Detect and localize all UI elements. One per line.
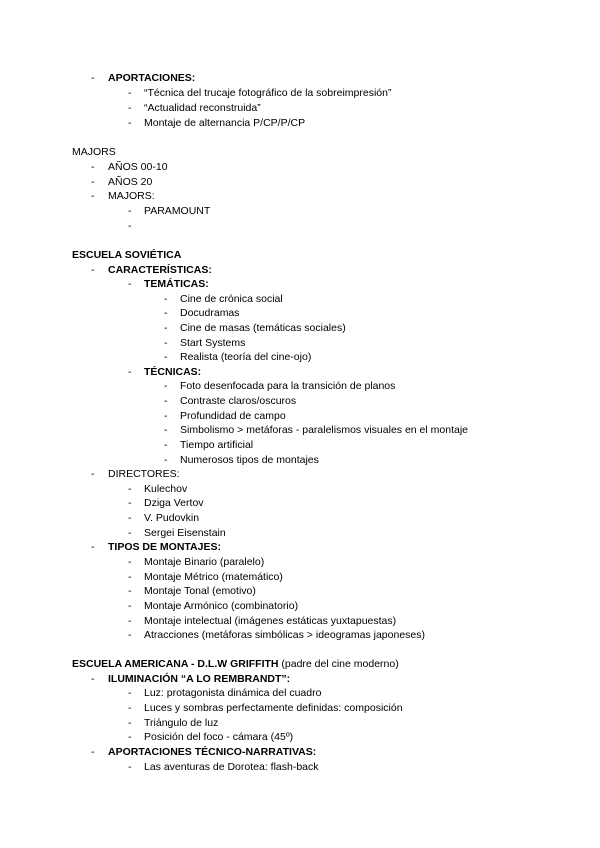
- bullet-dash: -: [128, 205, 132, 217]
- list-item: V. Pudovkin: [144, 512, 200, 524]
- section-label-directores: DIRECTORES:: [108, 468, 180, 480]
- list-item: Dziga Vertov: [144, 497, 204, 509]
- bullet-dash: -: [164, 424, 168, 436]
- bullet-dash: -: [91, 746, 95, 758]
- list-item: Sergei Eisenstain: [144, 527, 226, 539]
- section-label-tecnicas: TÉCNICAS:: [144, 366, 202, 378]
- list-item: AÑOS 00-10: [108, 161, 168, 173]
- bullet-dash: -: [128, 556, 132, 568]
- bullet-dash: -: [91, 72, 95, 84]
- bullet-dash: -: [164, 337, 168, 349]
- list-item: Luces y sombras perfectamente definidas: composición: [144, 702, 403, 714]
- bullet-dash: -: [128, 629, 132, 641]
- bullet-dash: -: [91, 468, 95, 480]
- section-heading-majors: MAJORS: [72, 146, 116, 158]
- bullet-dash: -: [91, 176, 95, 188]
- bullet-dash: -: [128, 600, 132, 612]
- list-item: AÑOS 20: [108, 176, 153, 188]
- bullet-dash: -: [128, 278, 132, 290]
- bullet-dash: -: [128, 585, 132, 597]
- list-item: Foto desenfocada para la transición de planos: [180, 380, 396, 392]
- list-item: Posición del foco - cámara (45º): [144, 731, 294, 743]
- bullet-dash: -: [128, 615, 132, 627]
- list-item: Contraste claros/oscuros: [180, 395, 297, 407]
- section-label-caracteristicas: CARACTERÍSTICAS:: [108, 264, 212, 276]
- list-item: Luz: protagonista dinámica del cuadro: [144, 687, 322, 699]
- list-item: Montaje Armónico (combinatorio): [144, 600, 299, 612]
- heading-bold-part: ESCUELA AMERICANA - D.L.W GRIFFITH: [72, 658, 279, 670]
- bullet-dash: -: [128, 571, 132, 583]
- bullet-dash: -: [128, 87, 132, 99]
- list-item: Montaje Binario (paralelo): [144, 556, 265, 568]
- list-item: “Técnica del trucaje fotográfico de la sobreimpresión”: [144, 87, 392, 99]
- bullet-dash: -: [91, 673, 95, 685]
- list-item: Tiempo artificial: [180, 439, 254, 451]
- bullet-dash: -: [164, 307, 168, 319]
- bullet-dash: -: [164, 380, 168, 392]
- bullet-dash: -: [128, 117, 132, 129]
- list-item: Kulechov: [144, 483, 188, 495]
- list-item: Montaje Métrico (matemático): [144, 571, 283, 583]
- section-label-tipos-montajes: TIPOS DE MONTAJES:: [108, 541, 221, 553]
- list-item: Triángulo de luz: [144, 717, 219, 729]
- bullet-dash: -: [128, 687, 132, 699]
- bullet-dash: -: [128, 527, 132, 539]
- bullet-dash: -: [128, 220, 132, 232]
- list-item: Cine de masas (temáticas sociales): [180, 322, 346, 334]
- bullet-dash: -: [91, 190, 95, 202]
- bullet-dash: -: [128, 702, 132, 714]
- section-label-aportaciones-tecnico: APORTACIONES TÉCNICO-NARRATIVAS:: [108, 746, 317, 758]
- bullet-dash: -: [128, 102, 132, 114]
- list-item: Montaje Tonal (emotivo): [144, 585, 256, 597]
- heading-rest-part: (padre del cine moderno): [278, 658, 399, 670]
- bullet-dash: -: [164, 322, 168, 334]
- bullet-dash: -: [91, 541, 95, 553]
- section-heading-soviet: ESCUELA SOVIÉTICA: [72, 249, 182, 261]
- list-item: Simbolismo > metáforas - paralelismos visuales en el montaje: [180, 424, 468, 436]
- list-item: Realista (teoría del cine-ojo): [180, 351, 312, 363]
- bullet-dash: -: [164, 351, 168, 363]
- bullet-dash: -: [128, 366, 132, 378]
- section-label-tematicas: TEMÁTICAS:: [144, 278, 209, 290]
- bullet-dash: -: [128, 512, 132, 524]
- bullet-dash: -: [128, 717, 132, 729]
- section-label-iluminacion: ILUMINACIÓN “A LO REMBRANDT”:: [108, 673, 291, 685]
- bullet-dash: -: [128, 483, 132, 495]
- list-item: PARAMOUNT: [144, 205, 211, 217]
- bullet-dash: -: [128, 497, 132, 509]
- list-item: Profundidad de campo: [180, 410, 286, 422]
- bullet-dash: -: [128, 761, 132, 773]
- bullet-dash: -: [164, 410, 168, 422]
- bullet-dash: -: [128, 731, 132, 743]
- list-item: Cine de crónica social: [180, 293, 283, 305]
- list-item: Numerosos tipos de montajes: [180, 454, 319, 466]
- bullet-dash: -: [91, 264, 95, 276]
- bullet-dash: -: [164, 439, 168, 451]
- bullet-dash: -: [164, 454, 168, 466]
- list-item: Docudramas: [180, 307, 240, 319]
- list-item: Montaje intelectual (imágenes estáticas yuxtapuestas): [144, 615, 397, 627]
- bullet-dash: -: [164, 395, 168, 407]
- list-item: Atracciones (metáforas simbólicas > ideogramas japoneses): [144, 629, 426, 641]
- list-item: Montaje de alternancia P/CP/P/CP: [144, 117, 306, 129]
- list-item: “Actualidad reconstruida”: [144, 102, 261, 114]
- section-label-aportaciones: APORTACIONES:: [108, 72, 196, 84]
- list-item: Start Systems: [180, 337, 246, 349]
- section-heading-american: [72, 658, 399, 671]
- list-item: Las aventuras de Dorotea: flash-back: [144, 761, 319, 773]
- bullet-dash: -: [91, 161, 95, 173]
- list-item: MAJORS:: [108, 190, 155, 202]
- bullet-dash: -: [164, 293, 168, 305]
